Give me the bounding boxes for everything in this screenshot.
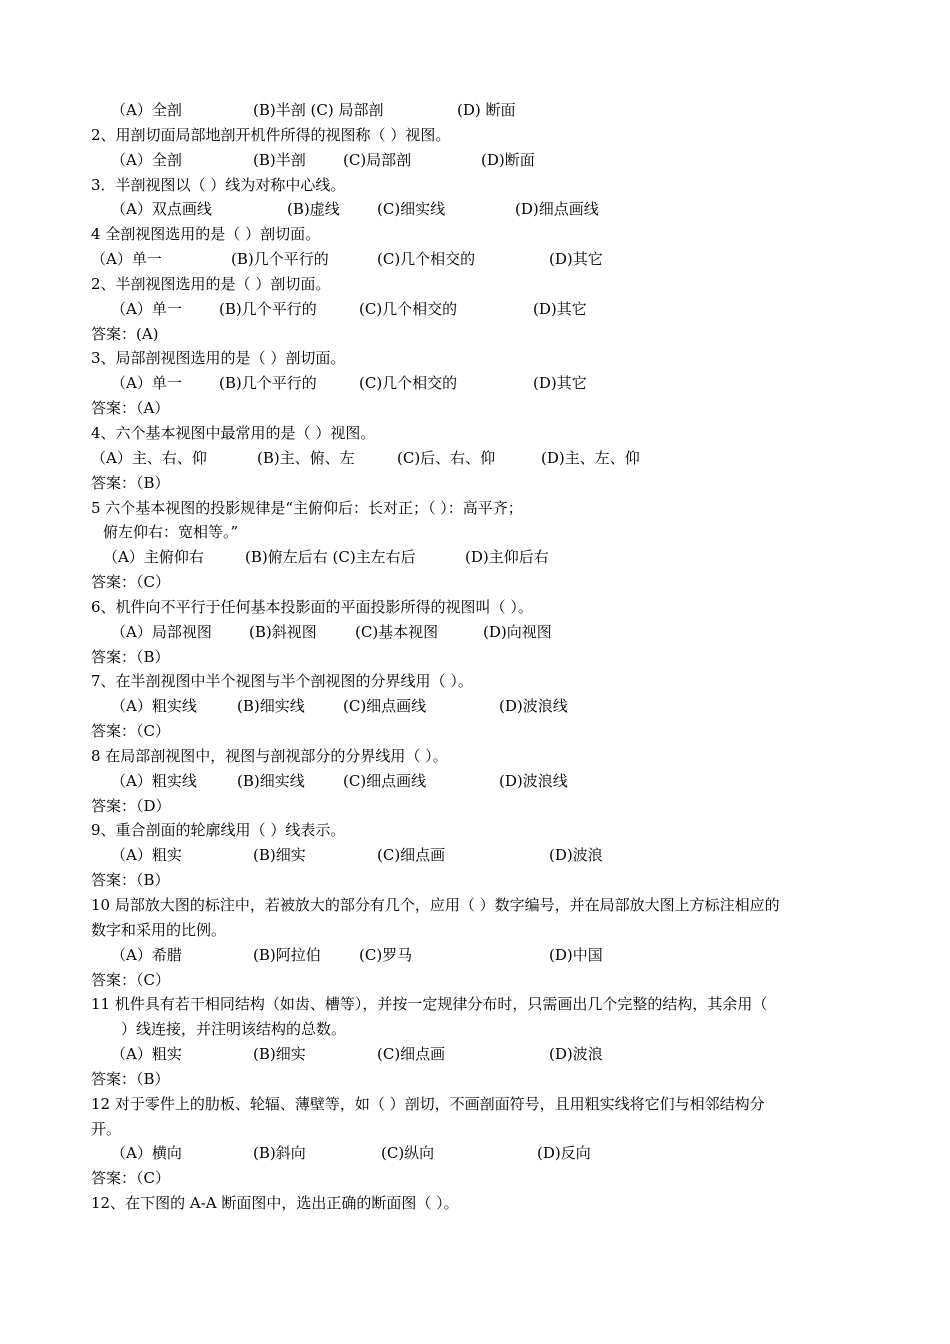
question-line (0, 123, 950, 148)
option-text: (C)细点画 (377, 1045, 446, 1064)
options-line (0, 247, 950, 272)
question-text: 9、重合剖面的轮廓线用（ ）线表示。 (91, 821, 346, 840)
option-text: (C)细点画线 (343, 771, 427, 790)
answer-line (0, 570, 950, 595)
question-line (0, 346, 950, 371)
question-text: 4 全剖视图选用的是（ ）剖切面。 (91, 225, 321, 244)
question-line (0, 893, 950, 918)
option-text: (D)中国 (549, 945, 603, 964)
answer-line (0, 645, 950, 670)
answer-text: 答案：（C） (91, 1169, 170, 1188)
option-text: (D)其它 (549, 250, 603, 269)
options-line (0, 769, 950, 794)
answer-line (0, 322, 950, 347)
option-text: (C)基本视图 (355, 622, 439, 641)
options-line (0, 297, 950, 322)
option-text: (B)半剖 (C) 局部剖 (253, 101, 384, 119)
option-text: (B)几个平行的 (219, 374, 317, 393)
options-line (0, 843, 950, 868)
options-line (0, 446, 950, 471)
question-line (0, 1017, 950, 1042)
option-text: (D)其它 (533, 299, 587, 318)
answer-text: 答案：（B） (91, 473, 170, 492)
option-text: (B)阿拉伯 (253, 945, 321, 964)
answer-line (0, 1166, 950, 1191)
option-text: (C)几个相交的 (359, 374, 458, 393)
answer-line (0, 471, 950, 496)
question-text: ）线连接，并注明该结构的总数。 (121, 1020, 347, 1039)
question-text: 3．半剖视图以（ ）线为对称中心线。 (91, 175, 346, 194)
question-line (0, 818, 950, 843)
option-text: (C)后、右、仰 (397, 448, 496, 467)
option-text: (C)细实线 (377, 200, 446, 219)
question-line (0, 992, 950, 1017)
option-text: (C)细点画 (377, 846, 446, 865)
question-line (0, 1117, 950, 1142)
question-line (0, 421, 950, 446)
option-text: (B)细实 (253, 846, 306, 865)
option-text: (B)半剖 (253, 150, 306, 169)
option-text: （A）局部视图 (111, 622, 212, 641)
options-line (0, 545, 950, 570)
answer-line (0, 396, 950, 421)
option-text: (D)主仰后右 (465, 548, 549, 567)
question-text: 2、半剖视图选用的是（ ）剖切面。 (91, 274, 331, 293)
option-text: （A）单一 (91, 250, 162, 269)
options-line (0, 694, 950, 719)
answer-text: 答案：（B） (91, 871, 170, 890)
option-text: (D) 断面 (457, 101, 516, 119)
answer-text: 答案：（A） (91, 399, 170, 418)
option-text: (B)细实 (253, 1045, 306, 1064)
answer-text: 答案：（C） (91, 722, 170, 741)
question-text: 俯左仰右：宽相等。” (103, 523, 239, 542)
question-text: 7、在半剖视图中半个视图与半个剖视图的分界线用（ ）。 (91, 672, 473, 691)
option-text: （A）全剖 (111, 101, 182, 119)
answer-line (0, 794, 950, 819)
option-text: (D)波浪线 (499, 771, 568, 790)
option-text: (B)斜视图 (249, 622, 317, 641)
question-line (0, 272, 950, 297)
options-line (0, 620, 950, 645)
option-text: (B)几个平行的 (231, 250, 329, 269)
answer-line (0, 1067, 950, 1092)
option-text: （A）主俯仰右 (103, 548, 204, 567)
option-text: （A）粗实线 (111, 697, 197, 716)
option-text: （A）粗实 (111, 846, 182, 865)
question-line (0, 173, 950, 198)
option-text: （A）粗实线 (111, 771, 197, 790)
answer-text: 答案：（B） (91, 1069, 170, 1088)
options-line (0, 148, 950, 173)
option-text: (D)反向 (537, 1144, 591, 1163)
options-line (0, 197, 950, 222)
answer-text: 答案：（D） (91, 796, 171, 815)
option-text: （A）全剖 (111, 150, 182, 169)
options-line (0, 1141, 950, 1166)
option-text: (D)波浪 (549, 1045, 603, 1064)
question-text: 3、局部剖视图选用的是（ ）剖切面。 (91, 349, 346, 368)
option-text: (C)纵向 (381, 1144, 435, 1163)
answer-line (0, 719, 950, 744)
option-text: (B)俯左后右 (C)主左右后 (245, 548, 416, 567)
options-line (0, 98, 950, 123)
question-line (0, 520, 950, 545)
question-text: 11 机件具有若干相同结构（如齿、槽等），并按一定规律分布时，只需画出几个完整的结构，其余用（ (91, 995, 768, 1014)
answer-text: 答案：（C） (91, 970, 170, 989)
option-text: (D)断面 (481, 150, 535, 169)
option-text: (D)其它 (533, 374, 587, 393)
options-line (0, 1042, 950, 1067)
option-text: (B)细实线 (237, 697, 305, 716)
option-text: （A）横向 (111, 1144, 182, 1163)
option-text: (D)波浪 (549, 846, 603, 865)
question-text: 5 六个基本视图的投影规律是“主俯仰后：长对正；（ ）：高平齐； (91, 498, 523, 517)
option-text: (C)罗马 (359, 945, 413, 964)
option-text: (D)主、左、仰 (541, 448, 640, 467)
question-text: 12 对于零件上的肋板、轮辐、薄壁等，如（ ）剖切，不画剖面符号，且用粗实线将它们与相邻结构分 (91, 1094, 765, 1113)
option-text: (D)波浪线 (499, 697, 568, 716)
option-text: （A）希腊 (111, 945, 182, 964)
option-text: （A）双点画线 (111, 200, 212, 219)
question-line (0, 1191, 950, 1216)
option-text: (B)细实线 (237, 771, 305, 790)
question-line (0, 744, 950, 769)
question-text: 数字和采用的比例。 (91, 920, 227, 939)
answer-line (0, 968, 950, 993)
option-text: (B)几个平行的 (219, 299, 317, 318)
question-text: 8 在局部剖视图中，视图与剖视部分的分界线用（ ）。 (91, 746, 448, 765)
document-body (0, 98, 950, 1216)
question-text: 10 局部放大图的标注中，若被放大的部分有几个，应用（ ）数字编号，并在局部放大图上方标注相应的 (91, 896, 780, 914)
option-text: (B)斜向 (253, 1144, 306, 1163)
question-line (0, 1092, 950, 1117)
question-text: 12、在下图的 A-A 断面图中，选出正确的断面图（ ）。 (91, 1194, 459, 1213)
answer-text: 答案：（B） (91, 647, 170, 666)
option-text: （A）单一 (111, 299, 182, 318)
answer-text: 答案：(A) (91, 324, 159, 343)
option-text: （A）粗实 (111, 1045, 182, 1064)
question-line (0, 496, 950, 521)
question-line (0, 595, 950, 620)
question-line (0, 222, 950, 247)
question-text: 开。 (91, 1119, 122, 1138)
option-text: (C)细点画线 (343, 697, 427, 716)
question-text: 6、机件向不平行于任何基本投影面的平面投影所得的视图叫（ ）。 (91, 597, 533, 616)
question-line (0, 918, 950, 943)
option-text: (C)几个相交的 (359, 299, 458, 318)
question-text: 4、六个基本视图中最常用的是（ ）视图。 (91, 423, 376, 442)
option-text: (C)局部剖 (343, 150, 412, 169)
option-text: （A）单一 (111, 374, 182, 393)
options-line (0, 943, 950, 968)
option-text: (B)主、俯、左 (257, 448, 355, 467)
question-line (0, 669, 950, 694)
option-text: (D)细点画线 (515, 200, 599, 219)
option-text: (C)几个相交的 (377, 250, 476, 269)
answer-line (0, 868, 950, 893)
option-text: (B)虚线 (287, 200, 340, 219)
question-text: 2、用剖切面局部地剖开机件所得的视图称（ ）视图。 (91, 125, 451, 144)
option-text: （A）主、右、仰 (91, 448, 207, 467)
options-line (0, 371, 950, 396)
answer-text: 答案：（C） (91, 573, 170, 592)
option-text: (D)向视图 (483, 622, 552, 641)
